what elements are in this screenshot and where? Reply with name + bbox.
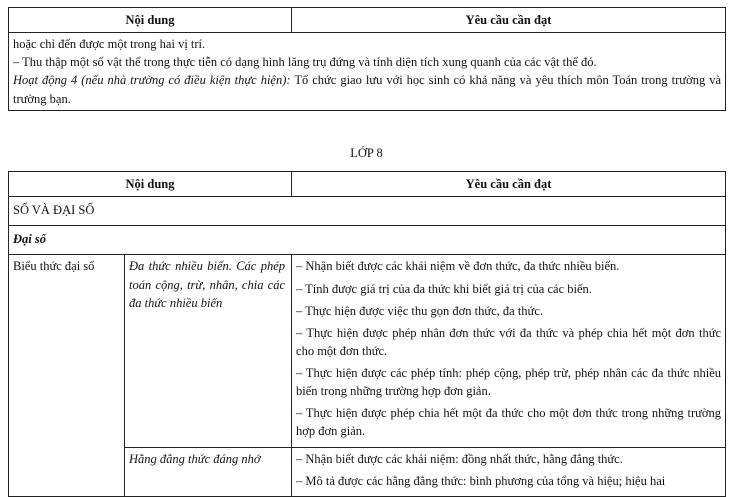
subsection-label: Đại số [9, 226, 726, 255]
requirement-item: – Mô tả được các hằng đẳng thức: bình phương của tổng và hiệu; hiệu hai [296, 473, 666, 488]
requirement-item: – Thực hiện được phép chia hết một đa thức cho một đơn thức trong những trường hợp đơn giản. [296, 406, 722, 439]
requirement-item: – Thực hiện được việc thu gọn đơn thức, đa thức. [296, 303, 543, 318]
activity-paragraph [13, 71, 721, 107]
continuation-table [8, 7, 726, 111]
content-cell: Đa thức nhiều biến. Các phép toán cộng, trừ, nhân, chia các đa thức nhiều biến [125, 255, 292, 447]
text-line: – Thu thập một số vật thể trong thực tiễn có dạng hình lăng trụ đứng và tính diện tích xung quanh của các vật thể đó. [13, 55, 597, 70]
activity-text: Tổ chức giao lưu với học sinh có khả năng và yêu thích môn Toán trong trường và trường bạn. [13, 73, 721, 106]
requirement-item: – Nhận biết được các khái niệm: đồng nhất thức, hằng đẳng thức. [296, 451, 623, 466]
requirement-item: – Thực hiện được các phép tính: phép cộng, phép trừ, phép nhân các đa thức nhiều biến trong những trường hợp đơn giản. [296, 366, 722, 399]
table-header-row [9, 172, 726, 197]
requirement-item: – Tính được giá trị của đa thức khi biết giá trị của các biến. [296, 281, 592, 296]
table-row [9, 33, 726, 111]
requirement-item: – Nhận biết được các khái niệm về đơn thức, đa thức nhiều biến. [296, 259, 620, 274]
activity-label: Hoạt động 4 (nếu nhà trường có điều kiện thực hiện): [13, 73, 291, 88]
header-requirements: Yêu cầu cần đạt [292, 8, 726, 33]
header-content: Nội dung [9, 8, 292, 33]
requirement-item: – Thực hiện được phép nhân đơn thức với đa thức và phép chia hết một đơn thức cho một đơn thức. [296, 325, 722, 358]
section-label: SỐ VÀ ĐẠI SỐ [9, 197, 726, 226]
subsection-row [9, 226, 726, 255]
requirements-cell [292, 447, 726, 496]
content-cell: Hằng đẳng thức đáng nhớ [125, 447, 292, 496]
requirements-cell [292, 255, 726, 447]
table-row [9, 255, 726, 447]
grade-8-table [8, 171, 726, 497]
section-row [9, 197, 726, 226]
topic-cell: Biểu thức đại số [9, 255, 125, 496]
header-content: Nội dung [9, 172, 292, 197]
text-line: hoặc chỉ đến được một trong hai vị trí. [13, 37, 206, 52]
header-requirements: Yêu cầu cần đạt [292, 172, 726, 197]
table-header-row [9, 8, 726, 33]
grade-title: LỚP 8 [350, 146, 383, 160]
